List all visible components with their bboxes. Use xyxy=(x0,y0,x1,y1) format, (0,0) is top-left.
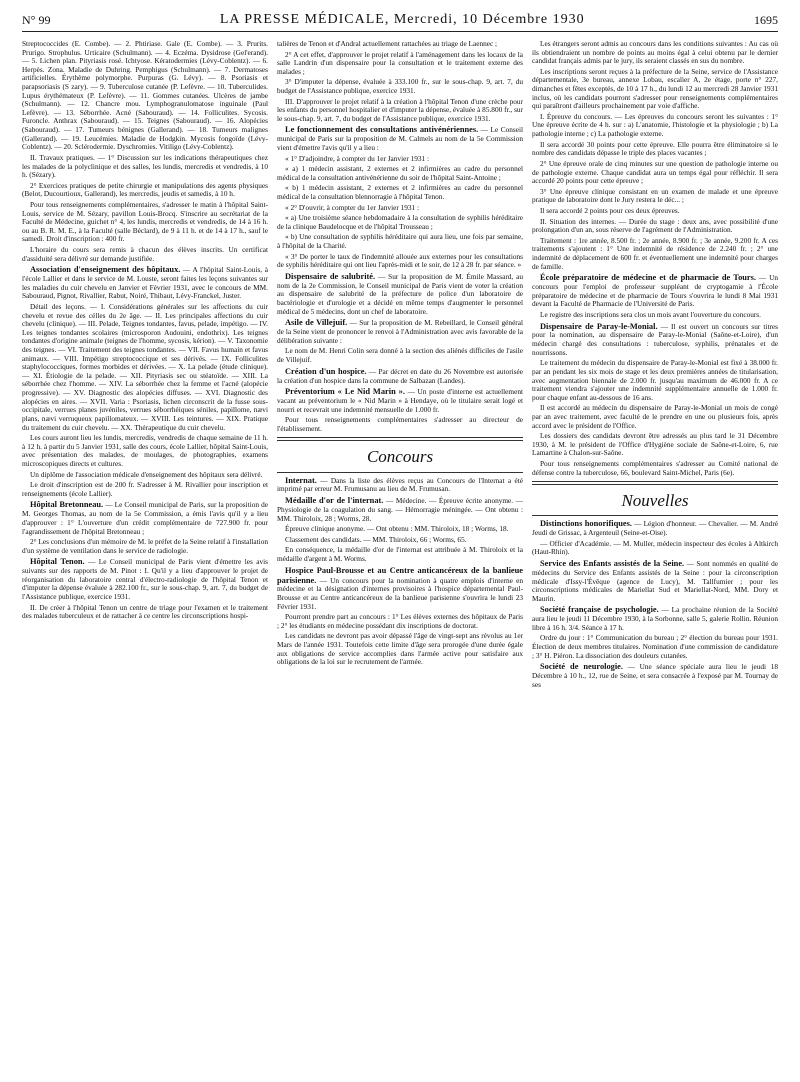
paragraph: II. Situation des internes. — Durée du stage : deux ans, avec possibilité d'une prolongation d'un an, sous réserve de l'agrément de l'Administration. xyxy=(532,216,778,235)
paragraph: Les cours auront lieu les lundis, mercredis, vendredis de chaque semaine de 11 h. à 12 h. à partir du 5 Janvier 1931, salle des cours, école Lallier, hôpital Saint-Louis, avec présentation des malades, de moulages, de photographies, examens microscopiques directs et cultures. xyxy=(22,433,268,468)
paragraph: Il est accordé au médecin du dispensaire de Paray-le-Monial un mois de congé par an avec traitement, avec faculté de le prendre en une ou plusieurs fois, après accord avec le président de l'Office. xyxy=(532,403,778,430)
section-heading: Asile de Villejuif. xyxy=(285,318,348,328)
section xyxy=(277,496,523,523)
section-heading: Hospice Paul-Brousse et au Centre anticancéreux de la banlieue parisienne. xyxy=(277,565,523,585)
nouvelles-title: Nouvelles xyxy=(621,491,689,511)
publication-title: LA PRESSE MÉDICALE, Mercredi, 10 Décembre 1930 xyxy=(219,12,585,27)
section xyxy=(22,557,268,601)
paragraph: Le nom de M. Henri Colin sera donné à la section des aliénés difficiles de l'asile de Villejuif. xyxy=(277,346,523,364)
paragraph: Les inscriptions seront reçues à la préfecture de la Seine, service de l'Assistance départementale, 3e bureau, annexe Lobau, escalier A, 2e étage, porte n° 227, dimanches et fêtes exceptés, de 10 à 17 h., du lundi 12 au mercredi 28 Janvier 1931 inclus, où les candidats pourront s'adresser pour renseignements complémentaires qui paraîtront d'ailleurs prochainement par voie d'affiche. xyxy=(532,66,778,111)
paragraph: — Officier d'Académie. — M. Muller, médecin inspecteur des écoles à Altkirch (Haut-Rhin). xyxy=(532,538,778,557)
section xyxy=(532,519,778,538)
section xyxy=(277,125,523,152)
section-heading: Société française de psychologie. xyxy=(540,605,659,615)
section-text: — Il est ouvert un concours sur titres pour la nomination, au dispensaire de Paray-le-Monial (Saône-et-Loire), d'un médecin chargé des consultations : tuberculose, syphilis, prénatales et de nourrissons. xyxy=(532,321,778,357)
paragraph: « b) Une consultation de syphilis héréditaire qui aura lieu, une fois par semaine, à l'hôpital de la Charité. xyxy=(277,232,523,251)
paragraph: Les étrangers seront admis au concours dans les conditions suivantes : Au cas où ils obtiendraient un nombre de points au moins égal à celui obtenu par le dernier candidat français admis par le jury, ils seraient classés en sus du nombre. xyxy=(532,40,778,66)
section xyxy=(277,367,523,386)
section xyxy=(277,566,523,612)
section-text: — Médecine. — Épreuve écrite anonyme. — Physiologie de la coagulation du sang. — Hémorragie méningée. — Ont obtenu : MM. Thiroloix, 28 ; Worms, 28. xyxy=(277,496,523,523)
section-text: — Un poste d'interne est actuellement vacant au préventorium le « Nid Marin » à Hendaye, où le titulaire serait logé et nourri et recevrait une indemnité mensuelle de 1.000 fr. xyxy=(277,387,523,414)
paragraph: « 3° De porter le taux de l'indemnité allouée aux externes pour les consultations de syphilis héréditaire qui ont lieu l'après-midi et le soir, de 12 à 28 fr. par séance. » xyxy=(277,251,523,270)
page-folio: 1695 xyxy=(754,13,778,27)
title-rule xyxy=(277,472,523,473)
column-1 xyxy=(22,40,268,1076)
paragraph: Le traitement du médecin du dispensaire de Paray-le-Monial est fixé à 38.000 fr. par an pendant les six mois de stage et les deux premières années de titularisation, avec augmentation biennale de 2.000 fr. jusqu'au maximum de 46.000 fr. A ce traitement viendra s'ajouter une indemnité supplémentaire annuelle de 1.000 fr. pour chaque enfant au-dessous de 16 ans. xyxy=(532,358,778,402)
article-columns xyxy=(22,40,778,1076)
section-heading: Internat. xyxy=(285,475,317,485)
section-heading: Dispensaire de Paray-le-Monial. xyxy=(540,321,658,331)
paragraph: En conséquence, la médaille d'or de l'internat est attribuée à M. Thiroloix et la médaille d'argent à M. Worms. xyxy=(277,545,523,563)
paragraph: « b) 1 médecin assistant, 2 externes et 2 infirmières au cadre du personnel médical de la consultation blennorragie à l'hôpital Tenon. xyxy=(277,183,523,202)
paragraph: 3° D'imputer la dépense, évaluée à 333.100 fr., sur le sous-chap. 9, art. 7, du budget de l'Assistance publique, exercice 1931. xyxy=(277,77,523,96)
paragraph: « 1° D'adjoindre, à compter du 1er Janvier 1931 : xyxy=(285,153,430,163)
concours-title: Concours xyxy=(366,447,434,467)
paragraph: Pour tous renseignements complémentaires, s'adresser le matin à l'hôpital Saint-Louis, service de M. Sézary, pavillon Louis-Brocq. S'inscrire au secrétariat de la Faculté de Médecine, guichet n° 4, les lundis, mercredis et vendredis, de 14 à 16 h. ou au B. R. M. E., à la Faculté (salle Béclard), de 9 à 11 h. et de 14 à 17 h., sauf le samedi. Droit d'inscription : 400 fr. xyxy=(22,199,268,244)
paragraph: 2° A cet effet, d'approuver le projet relatif à l'aménagement dans les locaux de la salle Landrin d'un dispensaire pour la consultation et le traitement externe des malades ; xyxy=(277,49,523,76)
paragraph: Les dossiers des candidats devront être adressés au plus tard le 31 Décembre 1930, à M. le président de l'Office d'Hygiène sociale de Saône-et-Loire, 6, rue Lamartine à Chalon-sur-Saône. xyxy=(532,431,778,458)
paragraph: Détail des leçons. — I. Considérations générales sur les affections du cuir chevelu et revue des célles du 2e âge. — II. Les principales affections du cuir chevelu (clinique). — III. Pelade, Teignes tondantes, favus, pelade, impétigo. — IV. Les teignes tondantes scolaires (microsporon Audouini, endothrix). Les teignes tondantes d'origine animale (teignes de l'homme, sycosis, kérion). — V. Taxonomie des teignes. — VI. Traitement des teignes tondantes. — VII. Favus humain et favus animaux. — VIII. Impétigo streptococcique et ses dérivés. — IX. Folliculites staphylococciques, formes morbides et dérivées. — X. La pelade (étude clinique). — XI. Étiologie de la pelade. — XII. Pityriasis sec ou stéatoïde. — XIII. La séborrhée chez l'homme. — XIV. La séborrhée chez la femme et l'acné (alopécie progressive). — XV. Diagnostic des alopécies diffuses. — XVI. Diagnostic des alopécies en aires. — XVII. Varia : Psoriasis, lichen circonscrit de la fusse sous-occipitale, verrues planes juvéniles, verrues séborrhéiques séniles, papillome, nævi plans, nævi verruqueux papillomateux. — XVIII. Les teintures. — XIX. Pratique du traitement du cuir chevelu. — XX. Thérapeutique du cuir chevelu. xyxy=(22,301,268,432)
paragraph: II. Travaux pratiques. — 1° Discussion sur les indications thérapeutiques chez les malades de la polyclinique et des salles, les lundis, mercredis et vendredis, à 10 h. (Sézary). xyxy=(22,152,268,180)
section-heading: Médaille d'or de l'internat. xyxy=(285,496,384,506)
paragraph: Pourront prendre part au concours : 1° Les élèves externes des hôpitaux de Paris ; 2° les étudiants en médecine possédant dix inscriptions de doctorat. xyxy=(277,612,523,630)
section-heading: Association d'enseignement des hôpitaux. xyxy=(30,265,181,275)
section-heading: Société de neurologie. xyxy=(540,662,623,672)
section xyxy=(532,662,778,689)
section-text: — A l'hôpital Saint-Louis, à l'école Lallier et dans le service de M. Louste, seront faites les leçons suivantes sur les maladies du cuir chevelu en Janvier et Février 1931, avec le concours de MM. Sabouraud, Pignot, Rivallier, Rabut, Noiré, Thibaut, Lévy-Franckel, Juster. xyxy=(22,265,268,301)
section-text: — Une séance spéciale aura lieu le jeudi 18 Décembre à 10 h., 12, rue de Seine, et sera consacrée à l'exposé par M. Tournay de ses xyxy=(532,662,778,689)
section-heading: Distinctions honorifiques. xyxy=(540,519,632,529)
paragraph: talières de Tenon et d'Andral actuellement rattachées au triage de Laennec ; xyxy=(277,40,498,48)
paragraph: Traitement : 1re année, 8.500 fr. ; 2e année, 8.900 fr. ; 3e année, 9.200 fr. A ces traitements s'ajoutent : 1° Une indemnité de résidence de 2.240 fr. ; 2° une indemnité de déplacement de 600 fr. et éventuellement une indemnité pour charges de famille. xyxy=(532,235,778,271)
section-heading: Hôpital Tenon. xyxy=(30,557,85,567)
paragraph: « 2° D'ouvrir, à compter du 1er Janvier 1931 : xyxy=(285,202,420,212)
column-2 xyxy=(277,40,523,1076)
paragraph: L'horaire du cours sera remis à chacun des élèves inscrits. Un certificat d'assiduité sera délivré sur demande justifiée. xyxy=(22,245,268,263)
section xyxy=(532,322,778,358)
paragraph: II. De créer à l'hôpital Tenon un centre de triage pour l'examen et le traitement des malades tuberculeux et de rattacher à ce centre les circonscriptions hospi- xyxy=(22,602,268,621)
paragraph: Les candidats ne devront pas avoir dépassé l'âge de vingt-sept ans révolus au 1er Mars de l'année 1931. Toutefois cette limite d'âge sera prorogée d'une durée égale aux obligations de service accomplies dans l'armée active pour satisfaire aux obligations de la loi sur le recrutement de l'armée. xyxy=(277,631,523,667)
section-text: — Sont nommés en qualité de médecins du Service des Enfants assistés de la Seine : pour la circonscription médicale d'Issy-l'Évêque (agence de Lucy), M. Tallfumier ; pour les circonscriptions médicales de Mariellat Sud et Mariellat-Nord, MM. Dory et Maurin. xyxy=(532,559,778,603)
paragraph: Le registre des inscriptions sera clos un mois avant l'ouverture du concours. xyxy=(540,309,761,319)
paragraph: Classement des candidats. — MM. Thiroloix, 66 ; Worms, 65. xyxy=(285,534,467,544)
paragraph: Il sera accordé 2 points pour ces deux épreuves. xyxy=(540,205,680,215)
section-text: — Un concours pour la nomination à quatre emplois d'interne en médecine et la désignation d'internes provisoires à l'hospice départemental Paul-Brousse et au Centre anticancéreux de la banlieue parisienne s'ouvrira le lundi 23 Février 1931. xyxy=(277,575,523,611)
section-divider xyxy=(532,481,778,485)
paragraph: Streptococcides (E. Combe). — 2. Phtiriase. Gale (E. Combe). — 3. Prurits. Prurigo. Strophulus. Urticaire (Schulmann). — 4. Eczéma. Dysidrose (Gel'erand). — 5. Lichen plan. Pityriasis rosé. Ichtyose. Kératodermies (Lévy-Coblentz). — 6. Herpès. Zona. Maladie de Duhring. Pemphigus (Schulmann). — 7. Dermatoses artificielles. Érythème polymorphe. Purpuras (G. Lévy). — 8. Psoriasis et parapsoriasis (S zary). — 9. Tuberculose cutanée (P. Lefèvre. — 10. Tuberculides. Lupus érythémateux (P. Lefèvre). — 11. Gommes cutanées. Ulcères de jambe (Schulmann). — 12. Chancre mou. Lymphogranulomatose inguinale (Paul Lefèvre). — 13. Séborrhée. Acné (Sabouraud). — 14. Folliculites. Sycosis. Furoncle. Anthrax (Sabouraud). — 15. Teignes (Sabouraud). — 16. Alopécies (Sabouraud). — 17. Tumeurs bénignes (Gallerand). — 18. Tumeurs malignes (Gallerand). — 19. Leucémies. Maladie de Hodgkin. Mycosis fongoïde (Lévy-Coblentz). — 20. Sclérodermie. Dyschromies. Vitiligo (Lévy-Coblentz). xyxy=(22,40,268,152)
paragraph: Le droit d'inscription est de 200 fr. S'adresser à M. Rivallier pour inscription et renseignements (école Lallier). xyxy=(22,480,268,498)
section-heading: Le fonctionnement des consultations antivénériennes. xyxy=(285,125,479,135)
section-heading: École préparatoire de médecine et de pharmacie de Tours. xyxy=(540,273,757,283)
title-rule xyxy=(532,515,778,516)
paragraph: Un diplôme de l'association médicale d'enseignement des hôpitaux sera délivré. xyxy=(30,469,263,479)
section xyxy=(22,265,268,301)
paragraph: « a) Une troisième séance hebdomadaire à la consultation de syphilis héréditaire de la clinique Baudelocque et de l'hôpital Trousseau ; xyxy=(277,213,523,231)
section-text: — Le Conseil municipal de Paris vient d'émettre les avis suivants sur des rapports de M. Pinot : I. Qu'il y a lieu d'approuver le projet de réorganisation du laboratoire central d'électro-radiologie de l'hôpital Tenon et d'imputer la dépense évaluée à 282.100 fr., sur le sous-chap. 9, art. 7, du budget de l'Assistance publique, exercice 1931. xyxy=(22,557,268,602)
section-heading: Service des Enfants assistés de la Seine. xyxy=(540,559,685,569)
issue-number: N° 99 xyxy=(22,13,51,27)
paragraph: 2° Exercices pratiques de petite chirurgie et manipulations des agents physiques (Belot, Ducourtioux, Gallerand), les mercredis, jeudis et samedis, à 10 h. xyxy=(22,180,268,199)
section-text: — Légion d'honneur. — Chevalier. — M. André Jeudi de Grissac, à Argenteuil (Seine-et-Oise). xyxy=(532,519,778,538)
section xyxy=(277,318,523,345)
section-divider xyxy=(277,437,523,441)
paragraph: 2° Une épreuve orale de cinq minutes sur une question de pathologie interne ou de pathologie externe. Chaque candidat aura un temps égal pour réfléchir. Il sera accordé 20 points pour cette épreuve ; xyxy=(532,158,778,186)
section-text: — Dans la liste des élèves reçus au Concours de l'Internat a été imprimé par erreur M. Frumusanu au lieu de M. Frumusan. xyxy=(277,475,523,494)
section-heading: Hôpital Bretonneau. xyxy=(30,500,104,510)
paragraph: Pour tous renseignements complémentaires s'adresser au Comité national de défense contre la tuberculose, 66, boulevard Saint-Michel, Paris (6e). xyxy=(532,459,778,477)
section-heading: Dispensaire de salubrité. xyxy=(285,271,376,281)
section-text: — Le Conseil municipal de Paris sur la proposition de M. Calmels au nom de la 5e Commission vient d'émettre l'avis qu'il y a lieu : xyxy=(277,125,523,152)
section xyxy=(532,273,778,309)
paragraph: Épreuve clinique anonyme. — Ont obtenu : MM. Thiroloix, 18 ; Worms, 18. xyxy=(285,524,509,534)
section-heading: Création d'un hospice. xyxy=(285,366,367,376)
section-text: — La prochaine réunion de la Société aura lieu le jeudi 11 Décembre 1930, à la Sorbonne, salle 5, galerie Rollin. Réunion libre à 16 h. 3/4. Séance à 17 h. xyxy=(532,605,778,632)
paragraph: Ordre du jour : 1° Communication du bureau ; 2° élection du bureau pour 1931. Élection de deux membres titulaires. Nomination d'une commission de candidature ; 3° H. Piéron. La dissociation des douleurs cutanées. xyxy=(532,633,778,660)
section xyxy=(22,500,268,536)
paragraph: Pour tous renseignements complémentaires s'adresser au directeur de l'établissement. xyxy=(277,415,523,433)
section xyxy=(277,476,523,495)
section xyxy=(532,559,778,603)
section-text: — Sur la proposition de M. Émile Massard, au nom de la 2e Commission, le Conseil municipal de Paris vient de voter la création au dispensaire de salubrité de la préfecture de police d'un laboratoire de bactériologie et d'urologie et a décidé en même temps d'augmenter le personnel médical de 5 médecins, dont un chef de laboratoire. xyxy=(277,271,523,316)
section-text: — Le Conseil municipal de Paris, sur la proposition de M. Georges Thomas, au nom de la 5e Commission, a émis l'avis qu'il y a lieu d'approuver : 1° L'ouverture d'un crédit complémentaire de 727.900 fr. pour l'agrandissement de l'hôpital Bretonneau ; xyxy=(22,500,268,536)
section-heading: Préventorium « Le Nid Marin ». xyxy=(285,387,405,397)
paragraph: 3° Une épreuve clinique consistant en un examen de malade et une épreuve pratique de laboratoire dont le Jury restera le déc... ; xyxy=(532,186,778,205)
masthead xyxy=(22,10,778,28)
section-text: — Sur la proposition de M. Rebeillard, le Conseil général de la Seine vient de prononcer le renvoi à l'Administration avec avis favorable de la délibération suivante : xyxy=(277,318,523,345)
masthead-rule xyxy=(22,31,778,32)
paragraph: Il sera accordé 30 points pour cette épreuve. Elle pourra être éliminatoire si le nombre des candidats dépasse le triple des places vacantes ; xyxy=(532,139,778,158)
section xyxy=(532,605,778,632)
section xyxy=(277,272,523,316)
paragraph: I. Épreuve du concours. — Les épreuves du concours seront les suivantes : 1° Une épreuve écrite de 4 h. sur : a) L'anatomie, l'histologie et la physiologie ; b) La pathologie interne ; c) La pathologie externe. xyxy=(532,111,778,139)
paragraph: 2° Les conclusions d'un mémoire de M. le préfet de la Seine relatif à l'installation d'un système de ventilation dans le service de radiologie. xyxy=(22,537,268,555)
column-3 xyxy=(532,40,778,1076)
section-text: — Un concours pour l'emploi de professeur suppléant de cryptogamie à l'École préparatoire de médecine et de pharmacie de Tours s'ouvrira le lundi 8 Mai 1931 devant la Faculté de Pharmacie de l'Université de Paris. xyxy=(532,273,778,309)
section xyxy=(277,387,523,414)
paragraph: III. D'approuver le projet relatif à la création à l'hôpital Tenon d'une crèche pour les enfants du personnel hospitalier et d'imputer la dépense, évaluée à 85.800 fr., sur le sous-chap. 9, art. 7, du budget de l'Assistance publique, exercice 1931. xyxy=(277,96,523,123)
paragraph: « a) 1 médecin assistant, 2 externes et 2 infirmières au cadre du personnel médical de la consultation antivénérienne du soir de l'hôpital Saint-Antoine ; xyxy=(277,164,523,182)
section-text: — Par décret en date du 26 Novembre est autorisée la création d'un hospice dans la commune de Salbazan (Landes). xyxy=(277,366,523,385)
